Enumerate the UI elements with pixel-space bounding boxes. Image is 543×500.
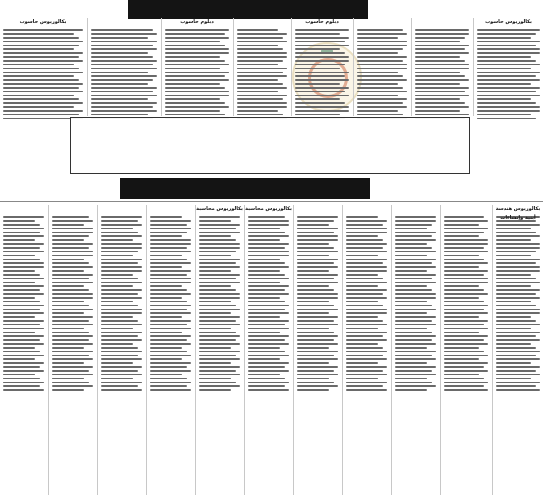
bottom-column-title (147, 205, 194, 214)
bottom-column-5 (196, 205, 243, 495)
top-column-title (88, 18, 160, 27)
bottom-column-11 (493, 205, 543, 495)
column-rule (233, 18, 234, 116)
exam-notice-box (70, 117, 470, 174)
notice-line-1 (71, 118, 469, 120)
bottom-column-title (343, 205, 390, 214)
section-divider (0, 201, 543, 202)
column-rule (244, 205, 245, 495)
bottom-column-7 (294, 205, 341, 495)
column-rule (342, 205, 343, 495)
column-rule (291, 18, 292, 116)
bottom-column-title (294, 205, 341, 214)
bottom-column-4 (147, 205, 194, 495)
column-rule (87, 18, 88, 116)
bottom-column-8 (343, 205, 390, 495)
top-column-title: دبلوم حاسوب (180, 19, 214, 25)
column-rule (97, 205, 98, 495)
column-rule (195, 205, 196, 495)
column-rule (353, 18, 354, 116)
bottom-column-1 (0, 205, 47, 495)
top-header-bar (128, 0, 368, 19)
bottom-column-title (49, 205, 96, 214)
column-rule (391, 205, 392, 495)
bottom-column-title (0, 205, 47, 214)
column-rule (440, 205, 441, 495)
bottom-column-title: بكالوريوس هندسة أبنية وإنشاءات (495, 206, 541, 221)
bottom-column-10 (441, 205, 491, 495)
bottom-column-title (98, 205, 145, 214)
column-rule (146, 205, 147, 495)
top-column-title (354, 18, 410, 27)
bottom-column-title (392, 205, 439, 214)
top-column-title: بكالوريوس حاسوب (485, 19, 532, 25)
column-rule (492, 205, 493, 495)
top-column-8 (474, 18, 543, 168)
top-column-title (234, 18, 290, 27)
column-rule (161, 18, 162, 116)
bottom-column-2 (49, 205, 96, 495)
top-column-title: دبلوم حاسوب (305, 19, 339, 25)
bottom-column-3 (98, 205, 145, 495)
column-rule (411, 18, 412, 116)
column-rule (473, 18, 474, 116)
bottom-column-title: بكالوريوس محاسبة (245, 206, 292, 212)
bottom-column-title: بكالوريوس محاسبة (196, 206, 243, 212)
bottom-column-title (441, 205, 491, 214)
top-column-title: بكالوريوس حاسوب (19, 19, 67, 25)
bottom-column-6 (245, 205, 292, 495)
top-column-title (412, 18, 472, 27)
column-rule (293, 205, 294, 495)
bottom-column-9 (392, 205, 439, 495)
middle-header-bar (120, 178, 370, 199)
column-rule (48, 205, 49, 495)
